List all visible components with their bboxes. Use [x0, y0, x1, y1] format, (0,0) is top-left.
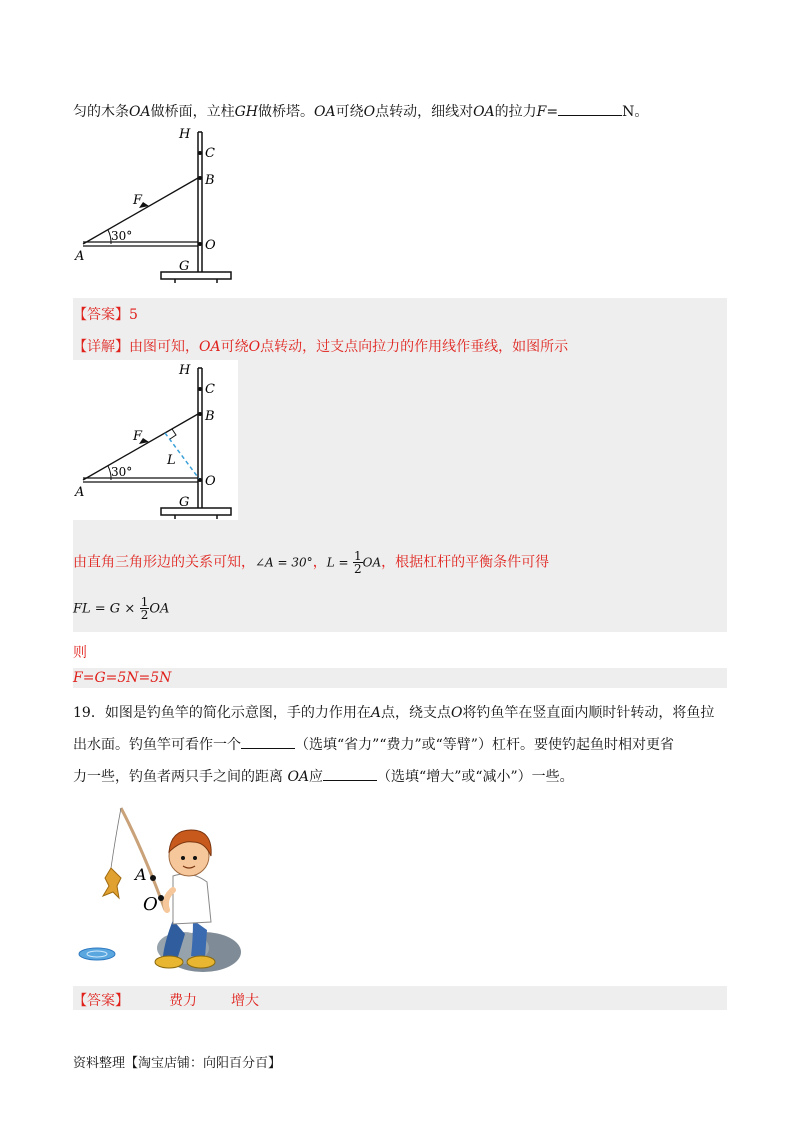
q19-text: 应 [309, 769, 324, 785]
fraction [140, 596, 150, 621]
q18-line [73, 101, 648, 121]
boy-shirt [173, 874, 211, 924]
label-a: A [75, 249, 85, 264]
q18-text: = [546, 104, 559, 120]
q19-var-a: A [370, 705, 381, 721]
detail-tag: 【详解】 [73, 339, 129, 355]
q18-text: 可绕 [335, 104, 364, 120]
bridge-figure-1 [73, 122, 248, 287]
fraction-numerator: 1 [140, 595, 149, 609]
q18-text: 点转动，细线对 [375, 104, 474, 120]
q19-text: 出水面。钓鱼竿可看作一个 [73, 737, 241, 753]
label-b: B [205, 409, 215, 424]
q19-text: （选填“省力”“费力”或“等臂”）杠杆。要使钓起鱼时相对更省 [295, 737, 674, 753]
pillar-base [161, 272, 231, 279]
label-h: H [179, 127, 191, 142]
fish-icon [103, 868, 121, 898]
l-equation: L = [326, 555, 349, 570]
fraction-denominator: 2 [140, 608, 149, 622]
answer-blank[interactable] [241, 734, 295, 749]
relation-text: ， [312, 554, 327, 571]
label-b: B [205, 173, 215, 188]
relation-text: 由直角三角形边的关系可知， [73, 554, 255, 571]
q19-text: 将钓鱼竿在竖直面内顺时针转动，将鱼拉 [462, 705, 715, 721]
var-oa: OA [362, 555, 382, 570]
angle-equation: ∠A = 30° [255, 555, 313, 570]
detail-text: 由图可知， [129, 339, 199, 355]
answer19-line [73, 990, 259, 1010]
detail-var-oa: OA [199, 339, 221, 355]
label-g: G [179, 495, 190, 510]
answer-tag: 【答案】 [73, 307, 129, 323]
label-l: L [167, 453, 176, 468]
q19-var-oa: OA [287, 769, 310, 785]
q18-var-f: F [536, 104, 547, 120]
label-h: H [179, 363, 191, 378]
answer-blank[interactable] [323, 766, 377, 781]
label-f: F [133, 429, 143, 444]
label-o: O [143, 894, 158, 915]
then-line [73, 642, 87, 662]
angle-label: 30° [111, 465, 133, 479]
q18-text: 的拉力 [494, 104, 537, 120]
q18-var-o: O [363, 104, 376, 120]
point-o-dot [158, 895, 164, 901]
q18-text: 匀的木条 [73, 104, 129, 120]
answer-tag: 【答案】 [73, 993, 129, 1009]
label-o: O [205, 474, 216, 489]
label-f: F [133, 193, 143, 208]
water-ripple [79, 948, 115, 960]
fishing-line [111, 808, 121, 868]
label-c: C [205, 146, 215, 161]
fraction [353, 550, 363, 575]
pillar-base [161, 508, 231, 515]
fraction-numerator: 1 [353, 549, 362, 563]
point-a-dot [150, 875, 156, 881]
label-g: G [179, 259, 190, 274]
formula-line [73, 596, 169, 621]
fraction-denominator: 2 [353, 562, 362, 576]
q18-text: 做桥塔。 [258, 104, 314, 120]
detail18-line [73, 336, 568, 356]
result-line [73, 670, 171, 686]
q19-text: 点，绕支点 [380, 705, 451, 721]
q18-var-oa: OA [129, 104, 151, 120]
footer-text: 资料整理【淘宝店铺：向阳百分百】 [73, 1056, 282, 1071]
var-oa: OA [149, 601, 170, 617]
bridge-figure-2 [73, 360, 248, 522]
relation-text: ，根据杠杆的平衡条件可得 [381, 554, 550, 571]
answer-value-1: 费力 [169, 993, 197, 1009]
detail-var-o: O [248, 339, 261, 355]
q19-text: 19．如图是钓鱼竿的简化示意图，手的力作用在 [73, 705, 371, 721]
label-o: O [205, 238, 216, 253]
q19-text: （选填“增大”或“减小”）一些。 [377, 769, 574, 785]
q19-line-1 [73, 702, 714, 722]
relation-line [73, 550, 549, 575]
answer-value-2: 增大 [231, 993, 259, 1009]
answer18-line [73, 304, 138, 324]
q18-var-gh: GH [234, 104, 258, 120]
result-text: F=G=5N=5N [73, 670, 172, 686]
q19-line-2 [73, 734, 674, 754]
detail-text: 可绕 [220, 339, 249, 355]
boy-arm [166, 890, 173, 910]
q18-var-oa: OA [314, 104, 336, 120]
q18-unit: N。 [622, 104, 649, 120]
answer-value: 5 [129, 307, 138, 323]
q19-line-3 [73, 766, 574, 786]
fishing-figure [73, 800, 248, 978]
right-angle-mark [170, 429, 176, 439]
formula-lhs: FL = G × [73, 601, 136, 617]
answer-blank[interactable] [558, 101, 622, 116]
string-line [83, 414, 198, 480]
detail-text: 点转动，过支点向拉力的作用线作垂线，如图所示 [260, 339, 569, 355]
q19-var-o: O [450, 705, 463, 721]
q19-text: 力一些，钓鱼者两只手之间的距离 [73, 769, 283, 785]
label-c: C [205, 382, 215, 397]
string-line [83, 178, 198, 244]
then-label: 则 [73, 645, 87, 661]
q18-var-oa: OA [473, 104, 495, 120]
q18-text: 做桥面，立柱 [150, 104, 235, 120]
boy-shoe [155, 956, 183, 968]
label-a: A [135, 865, 147, 884]
angle-label: 30° [111, 229, 133, 243]
label-a: A [75, 485, 85, 500]
